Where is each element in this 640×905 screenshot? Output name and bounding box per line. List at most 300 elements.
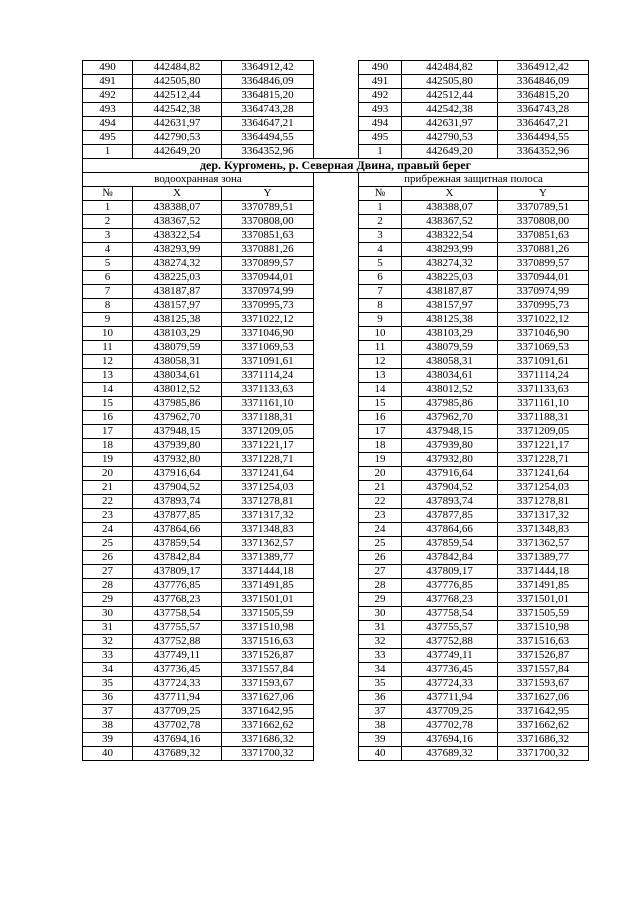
x-coordinate-cell: 442649,20 [402, 145, 498, 159]
column-gap [314, 299, 359, 313]
y-coordinate-cell: 3364352,96 [222, 145, 314, 159]
y-coordinate-cell: 3371362,57 [222, 537, 314, 551]
point-number-cell: 23 [359, 509, 402, 523]
table-row [83, 313, 589, 327]
point-number-cell: 7 [83, 285, 133, 299]
x-coordinate-cell: 438187,87 [133, 285, 222, 299]
point-number-cell: 27 [83, 565, 133, 579]
y-coordinate-cell: 3371278,81 [222, 495, 314, 509]
x-coordinate-cell: 437776,85 [402, 579, 498, 593]
x-coordinate-cell: 437842,84 [402, 551, 498, 565]
point-number-cell: 16 [83, 411, 133, 425]
point-number-cell: 492 [83, 89, 133, 103]
y-coordinate-cell: 3371022,12 [498, 313, 589, 327]
x-coordinate-cell: 438293,99 [133, 243, 222, 257]
point-number-cell: 17 [359, 425, 402, 439]
point-number-cell: 21 [83, 481, 133, 495]
x-coordinate-cell: 438187,87 [402, 285, 498, 299]
x-coordinate-cell: 437842,84 [133, 551, 222, 565]
y-coordinate-cell: 3371278,81 [498, 495, 589, 509]
y-coordinate-cell: 3370881,26 [498, 243, 589, 257]
table-row [83, 677, 589, 691]
y-coordinate-cell: 3371114,24 [498, 369, 589, 383]
point-number-cell: 2 [359, 215, 402, 229]
point-number-cell: 24 [359, 523, 402, 537]
y-coordinate-cell: 3371348,83 [222, 523, 314, 537]
y-coordinate-cell: 3370808,00 [498, 215, 589, 229]
point-number-cell: 5 [359, 257, 402, 271]
point-number-cell: 3 [359, 229, 402, 243]
y-coordinate-cell: 3370995,73 [498, 299, 589, 313]
point-number-cell: 29 [83, 593, 133, 607]
column-gap [314, 579, 359, 593]
column-gap [314, 369, 359, 383]
y-coordinate-cell: 3370851,63 [222, 229, 314, 243]
column-gap [314, 663, 359, 677]
x-coordinate-cell: 442512,44 [133, 89, 222, 103]
y-coordinate-cell: 3371091,61 [222, 355, 314, 369]
point-number-cell: 9 [83, 313, 133, 327]
y-coordinate-cell: 3371627,06 [222, 691, 314, 705]
x-coordinate-cell: 438034,61 [402, 369, 498, 383]
x-coordinate-cell: 437985,86 [133, 397, 222, 411]
y-coordinate-cell: 3364743,28 [498, 103, 589, 117]
table-row [83, 705, 589, 719]
table-row [83, 117, 589, 131]
point-number-cell: 495 [359, 131, 402, 145]
x-coordinate-cell: 438388,07 [402, 201, 498, 215]
y-coordinate-cell: 3371209,05 [498, 425, 589, 439]
table-row [83, 453, 589, 467]
x-coordinate-cell: 437809,17 [402, 565, 498, 579]
x-coordinate-cell: 438079,59 [133, 341, 222, 355]
x-coordinate-cell: 437758,54 [402, 607, 498, 621]
y-coordinate-cell: 3370808,00 [222, 215, 314, 229]
point-number-cell: 19 [359, 453, 402, 467]
point-number-cell: 28 [83, 579, 133, 593]
x-coordinate-cell: 437859,54 [402, 537, 498, 551]
table-row [83, 89, 589, 103]
point-number-cell: 20 [83, 467, 133, 481]
table-row [83, 509, 589, 523]
column-gap [314, 747, 359, 761]
x-coordinate-cell: 438058,31 [402, 355, 498, 369]
x-coordinate-cell: 442790,53 [402, 131, 498, 145]
point-number-cell: 490 [83, 61, 133, 75]
y-coordinate-cell: 3371557,84 [498, 663, 589, 677]
y-coordinate-cell: 3371133,63 [498, 383, 589, 397]
y-coordinate-cell: 3371161,10 [222, 397, 314, 411]
x-coordinate-cell: 442631,97 [402, 117, 498, 131]
y-coordinate-cell: 3371501,01 [498, 593, 589, 607]
point-number-cell: 39 [83, 733, 133, 747]
x-coordinate-cell: 438058,31 [133, 355, 222, 369]
y-coordinate-cell: 3371114,24 [222, 369, 314, 383]
y-coordinate-cell: 3371557,84 [222, 663, 314, 677]
column-gap [314, 397, 359, 411]
point-number-cell: 38 [83, 719, 133, 733]
table-row [83, 243, 589, 257]
x-coordinate-cell: 438012,52 [402, 383, 498, 397]
x-coordinate-cell: 437711,94 [133, 691, 222, 705]
point-number-cell: 22 [83, 495, 133, 509]
y-coordinate-cell: 3371526,87 [222, 649, 314, 663]
x-coordinate-cell: 437916,64 [402, 467, 498, 481]
x-coordinate-cell: 442542,38 [402, 103, 498, 117]
column-gap [314, 313, 359, 327]
column-gap [314, 733, 359, 747]
point-number-cell: 25 [359, 537, 402, 551]
point-number-cell: 10 [83, 327, 133, 341]
x-coordinate-cell: 442505,80 [402, 75, 498, 89]
table-row [83, 439, 589, 453]
y-coordinate-cell: 3364912,42 [222, 61, 314, 75]
y-coordinate-cell: 3370974,99 [222, 285, 314, 299]
point-number-cell: 494 [83, 117, 133, 131]
point-number-cell: 27 [359, 565, 402, 579]
y-coordinate-cell: 3371188,31 [222, 411, 314, 425]
x-coordinate-cell: 442484,82 [402, 61, 498, 75]
y-coordinate-cell: 3364743,28 [222, 103, 314, 117]
point-number-cell: 26 [359, 551, 402, 565]
point-number-cell: 4 [359, 243, 402, 257]
x-coordinate-cell: 437962,70 [402, 411, 498, 425]
point-number-cell: 13 [83, 369, 133, 383]
column-gap [314, 383, 359, 397]
y-coordinate-cell: 3371491,85 [222, 579, 314, 593]
column-gap [314, 75, 359, 89]
x-coordinate-cell: 437864,66 [133, 523, 222, 537]
table-row [83, 495, 589, 509]
column-gap [314, 677, 359, 691]
y-coordinate-cell: 3370881,26 [222, 243, 314, 257]
point-number-cell: 490 [359, 61, 402, 75]
x-coordinate-cell: 437962,70 [133, 411, 222, 425]
y-coordinate-cell: 3364912,42 [498, 61, 589, 75]
column-gap [314, 145, 359, 159]
column-gap [314, 215, 359, 229]
point-number-cell: 2 [83, 215, 133, 229]
x-coordinate-cell: 437939,80 [133, 439, 222, 453]
point-number-cell: 494 [359, 117, 402, 131]
section-title: дер. Кургомень, р. Северная Двина, правый берег [83, 159, 589, 173]
point-number-cell: 36 [83, 691, 133, 705]
y-coordinate-cell: 3371362,57 [498, 537, 589, 551]
y-coordinate-cell: 3371046,90 [498, 327, 589, 341]
point-number-cell: 4 [83, 243, 133, 257]
point-number-cell: 9 [359, 313, 402, 327]
table-row [83, 257, 589, 271]
table-row [83, 425, 589, 439]
point-number-cell: 24 [83, 523, 133, 537]
y-coordinate-cell: 3371526,87 [498, 649, 589, 663]
point-number-cell: 31 [359, 621, 402, 635]
y-coordinate-cell: 3370789,51 [222, 201, 314, 215]
table-row [83, 467, 589, 481]
point-number-cell: 1 [359, 201, 402, 215]
y-coordinate-cell: 3371510,98 [222, 621, 314, 635]
column-gap [314, 61, 359, 75]
coordinates-table [82, 60, 589, 761]
x-coordinate-cell: 437711,94 [402, 691, 498, 705]
column-gap [314, 103, 359, 117]
water-protection-zone-title: водоохранная зона [83, 173, 314, 187]
table-row [83, 61, 589, 75]
number-header: № [359, 187, 402, 201]
x-coordinate-cell: 437736,45 [402, 663, 498, 677]
column-gap [314, 285, 359, 299]
table-row [83, 691, 589, 705]
y-coordinate-cell: 3370851,63 [498, 229, 589, 243]
x-coordinate-cell: 437776,85 [133, 579, 222, 593]
x-coordinate-cell: 437877,85 [402, 509, 498, 523]
column-gap [314, 565, 359, 579]
y-header: Y [222, 187, 314, 201]
x-coordinate-cell: 437709,25 [133, 705, 222, 719]
point-number-cell: 15 [359, 397, 402, 411]
x-coordinate-cell: 437859,54 [133, 537, 222, 551]
point-number-cell: 16 [359, 411, 402, 425]
y-coordinate-cell: 3371254,03 [222, 481, 314, 495]
y-coordinate-cell: 3371627,06 [498, 691, 589, 705]
point-number-cell: 31 [83, 621, 133, 635]
column-gap [314, 705, 359, 719]
table-row [83, 649, 589, 663]
y-coordinate-cell: 3371662,62 [222, 719, 314, 733]
x-coordinate-cell: 437724,33 [133, 677, 222, 691]
column-gap [314, 229, 359, 243]
point-number-cell: 14 [359, 383, 402, 397]
point-number-cell: 35 [359, 677, 402, 691]
y-coordinate-cell: 3371505,59 [222, 607, 314, 621]
table-row [83, 481, 589, 495]
x-coordinate-cell: 437893,74 [133, 495, 222, 509]
point-number-cell: 13 [359, 369, 402, 383]
x-coordinate-cell: 437709,25 [402, 705, 498, 719]
point-number-cell: 35 [83, 677, 133, 691]
column-gap [314, 593, 359, 607]
x-coordinate-cell: 437702,78 [402, 719, 498, 733]
column-gap [314, 201, 359, 215]
column-gap [314, 607, 359, 621]
y-coordinate-cell: 3371022,12 [222, 313, 314, 327]
x-coordinate-cell: 437864,66 [402, 523, 498, 537]
point-number-cell: 26 [83, 551, 133, 565]
point-number-cell: 6 [83, 271, 133, 285]
y-coordinate-cell: 3371444,18 [222, 565, 314, 579]
x-coordinate-cell: 442649,20 [133, 145, 222, 159]
point-number-cell: 40 [83, 747, 133, 761]
point-number-cell: 491 [359, 75, 402, 89]
point-number-cell: 1 [83, 145, 133, 159]
point-number-cell: 33 [359, 649, 402, 663]
column-gap [314, 257, 359, 271]
x-coordinate-cell: 438157,97 [402, 299, 498, 313]
x-coordinate-cell: 442484,82 [133, 61, 222, 75]
point-number-cell: 18 [83, 439, 133, 453]
point-number-cell: 20 [359, 467, 402, 481]
x-coordinate-cell: 437809,17 [133, 565, 222, 579]
table-row [83, 341, 589, 355]
x-coordinate-cell: 437877,85 [133, 509, 222, 523]
table-row [83, 579, 589, 593]
x-coordinate-cell: 437689,32 [402, 747, 498, 761]
table-row [83, 411, 589, 425]
x-coordinate-cell: 438367,52 [133, 215, 222, 229]
x-coordinate-cell: 437694,16 [402, 733, 498, 747]
column-gap [314, 439, 359, 453]
y-coordinate-cell: 3364494,55 [222, 131, 314, 145]
point-number-cell: 11 [359, 341, 402, 355]
point-number-cell: 1 [359, 145, 402, 159]
y-coordinate-cell: 3371516,63 [222, 635, 314, 649]
y-coordinate-cell: 3371188,31 [498, 411, 589, 425]
y-coordinate-cell: 3371161,10 [498, 397, 589, 411]
x-coordinate-cell: 437768,23 [402, 593, 498, 607]
table-row [83, 299, 589, 313]
x-coordinate-cell: 442542,38 [133, 103, 222, 117]
x-coordinate-cell: 437755,57 [133, 621, 222, 635]
y-header: Y [498, 187, 589, 201]
point-number-cell: 25 [83, 537, 133, 551]
column-gap [314, 523, 359, 537]
x-coordinate-cell: 437948,15 [133, 425, 222, 439]
column-gap [314, 495, 359, 509]
x-coordinate-cell: 438388,07 [133, 201, 222, 215]
x-coordinate-cell: 437752,88 [402, 635, 498, 649]
table-row [83, 733, 589, 747]
y-coordinate-cell: 3371221,17 [498, 439, 589, 453]
y-coordinate-cell: 3370944,01 [498, 271, 589, 285]
y-coordinate-cell: 3371069,53 [498, 341, 589, 355]
column-gap [314, 649, 359, 663]
x-coordinate-cell: 437689,32 [133, 747, 222, 761]
x-coordinate-cell: 438079,59 [402, 341, 498, 355]
column-gap [314, 551, 359, 565]
point-number-cell: 30 [359, 607, 402, 621]
y-coordinate-cell: 3370899,57 [498, 257, 589, 271]
y-coordinate-cell: 3371593,67 [222, 677, 314, 691]
y-coordinate-cell: 3371700,32 [222, 747, 314, 761]
table-row [83, 327, 589, 341]
y-coordinate-cell: 3371348,83 [498, 523, 589, 537]
point-number-cell: 3 [83, 229, 133, 243]
point-number-cell: 34 [83, 663, 133, 677]
table-row [83, 285, 589, 299]
point-number-cell: 12 [359, 355, 402, 369]
point-number-cell: 17 [83, 425, 133, 439]
y-coordinate-cell: 3371444,18 [498, 565, 589, 579]
y-coordinate-cell: 3371516,63 [498, 635, 589, 649]
y-coordinate-cell: 3371133,63 [222, 383, 314, 397]
x-coordinate-cell: 438103,29 [133, 327, 222, 341]
y-coordinate-cell: 3371505,59 [498, 607, 589, 621]
x-coordinate-cell: 437939,80 [402, 439, 498, 453]
x-coordinate-cell: 437749,11 [402, 649, 498, 663]
point-number-cell: 491 [83, 75, 133, 89]
y-coordinate-cell: 3364647,21 [498, 117, 589, 131]
column-gap [314, 719, 359, 733]
y-coordinate-cell: 3371091,61 [498, 355, 589, 369]
table-row [83, 383, 589, 397]
column-gap [314, 467, 359, 481]
point-number-cell: 15 [83, 397, 133, 411]
y-coordinate-cell: 3370974,99 [498, 285, 589, 299]
point-number-cell: 37 [83, 705, 133, 719]
section-title-row [83, 159, 589, 173]
x-coordinate-cell: 437985,86 [402, 397, 498, 411]
y-coordinate-cell: 3371241,64 [222, 467, 314, 481]
point-number-cell: 22 [359, 495, 402, 509]
column-gap [314, 453, 359, 467]
x-coordinate-cell: 438274,32 [133, 257, 222, 271]
x-coordinate-cell: 437904,52 [402, 481, 498, 495]
point-number-cell: 39 [359, 733, 402, 747]
x-coordinate-cell: 438225,03 [402, 271, 498, 285]
point-number-cell: 8 [83, 299, 133, 313]
table-row [83, 75, 589, 89]
x-coordinate-cell: 438367,52 [402, 215, 498, 229]
y-coordinate-cell: 3364815,20 [222, 89, 314, 103]
point-number-cell: 6 [359, 271, 402, 285]
x-coordinate-cell: 437736,45 [133, 663, 222, 677]
table-row [83, 397, 589, 411]
column-gap [314, 187, 359, 201]
column-gap [314, 509, 359, 523]
column-gap [314, 411, 359, 425]
x-coordinate-cell: 442790,53 [133, 131, 222, 145]
x-coordinate-cell: 438034,61 [133, 369, 222, 383]
table-row [83, 369, 589, 383]
y-coordinate-cell: 3370899,57 [222, 257, 314, 271]
y-coordinate-cell: 3364846,09 [498, 75, 589, 89]
x-header: X [133, 187, 222, 201]
table-row [83, 271, 589, 285]
point-number-cell: 12 [83, 355, 133, 369]
x-coordinate-cell: 437893,74 [402, 495, 498, 509]
table-row [83, 565, 589, 579]
y-coordinate-cell: 3371642,95 [498, 705, 589, 719]
y-coordinate-cell: 3370944,01 [222, 271, 314, 285]
y-coordinate-cell: 3364846,09 [222, 75, 314, 89]
point-number-cell: 28 [359, 579, 402, 593]
column-gap [314, 481, 359, 495]
y-coordinate-cell: 3371510,98 [498, 621, 589, 635]
y-coordinate-cell: 3371209,05 [222, 425, 314, 439]
x-coordinate-cell: 438125,38 [133, 313, 222, 327]
x-coordinate-cell: 437932,80 [402, 453, 498, 467]
x-coordinate-cell: 442631,97 [133, 117, 222, 131]
x-coordinate-cell: 437749,11 [133, 649, 222, 663]
table-row [83, 593, 589, 607]
point-number-cell: 34 [359, 663, 402, 677]
x-coordinate-cell: 437694,16 [133, 733, 222, 747]
y-coordinate-cell: 3371389,77 [498, 551, 589, 565]
point-number-cell: 495 [83, 131, 133, 145]
x-coordinate-cell: 438322,54 [133, 229, 222, 243]
point-number-cell: 32 [83, 635, 133, 649]
y-coordinate-cell: 3371389,77 [222, 551, 314, 565]
x-coordinate-cell: 438274,32 [402, 257, 498, 271]
y-coordinate-cell: 3371221,17 [222, 439, 314, 453]
x-coordinate-cell: 442512,44 [402, 89, 498, 103]
y-coordinate-cell: 3371686,32 [498, 733, 589, 747]
point-number-cell: 18 [359, 439, 402, 453]
column-gap [314, 537, 359, 551]
column-gap [314, 327, 359, 341]
y-coordinate-cell: 3364647,21 [222, 117, 314, 131]
column-gap [314, 271, 359, 285]
